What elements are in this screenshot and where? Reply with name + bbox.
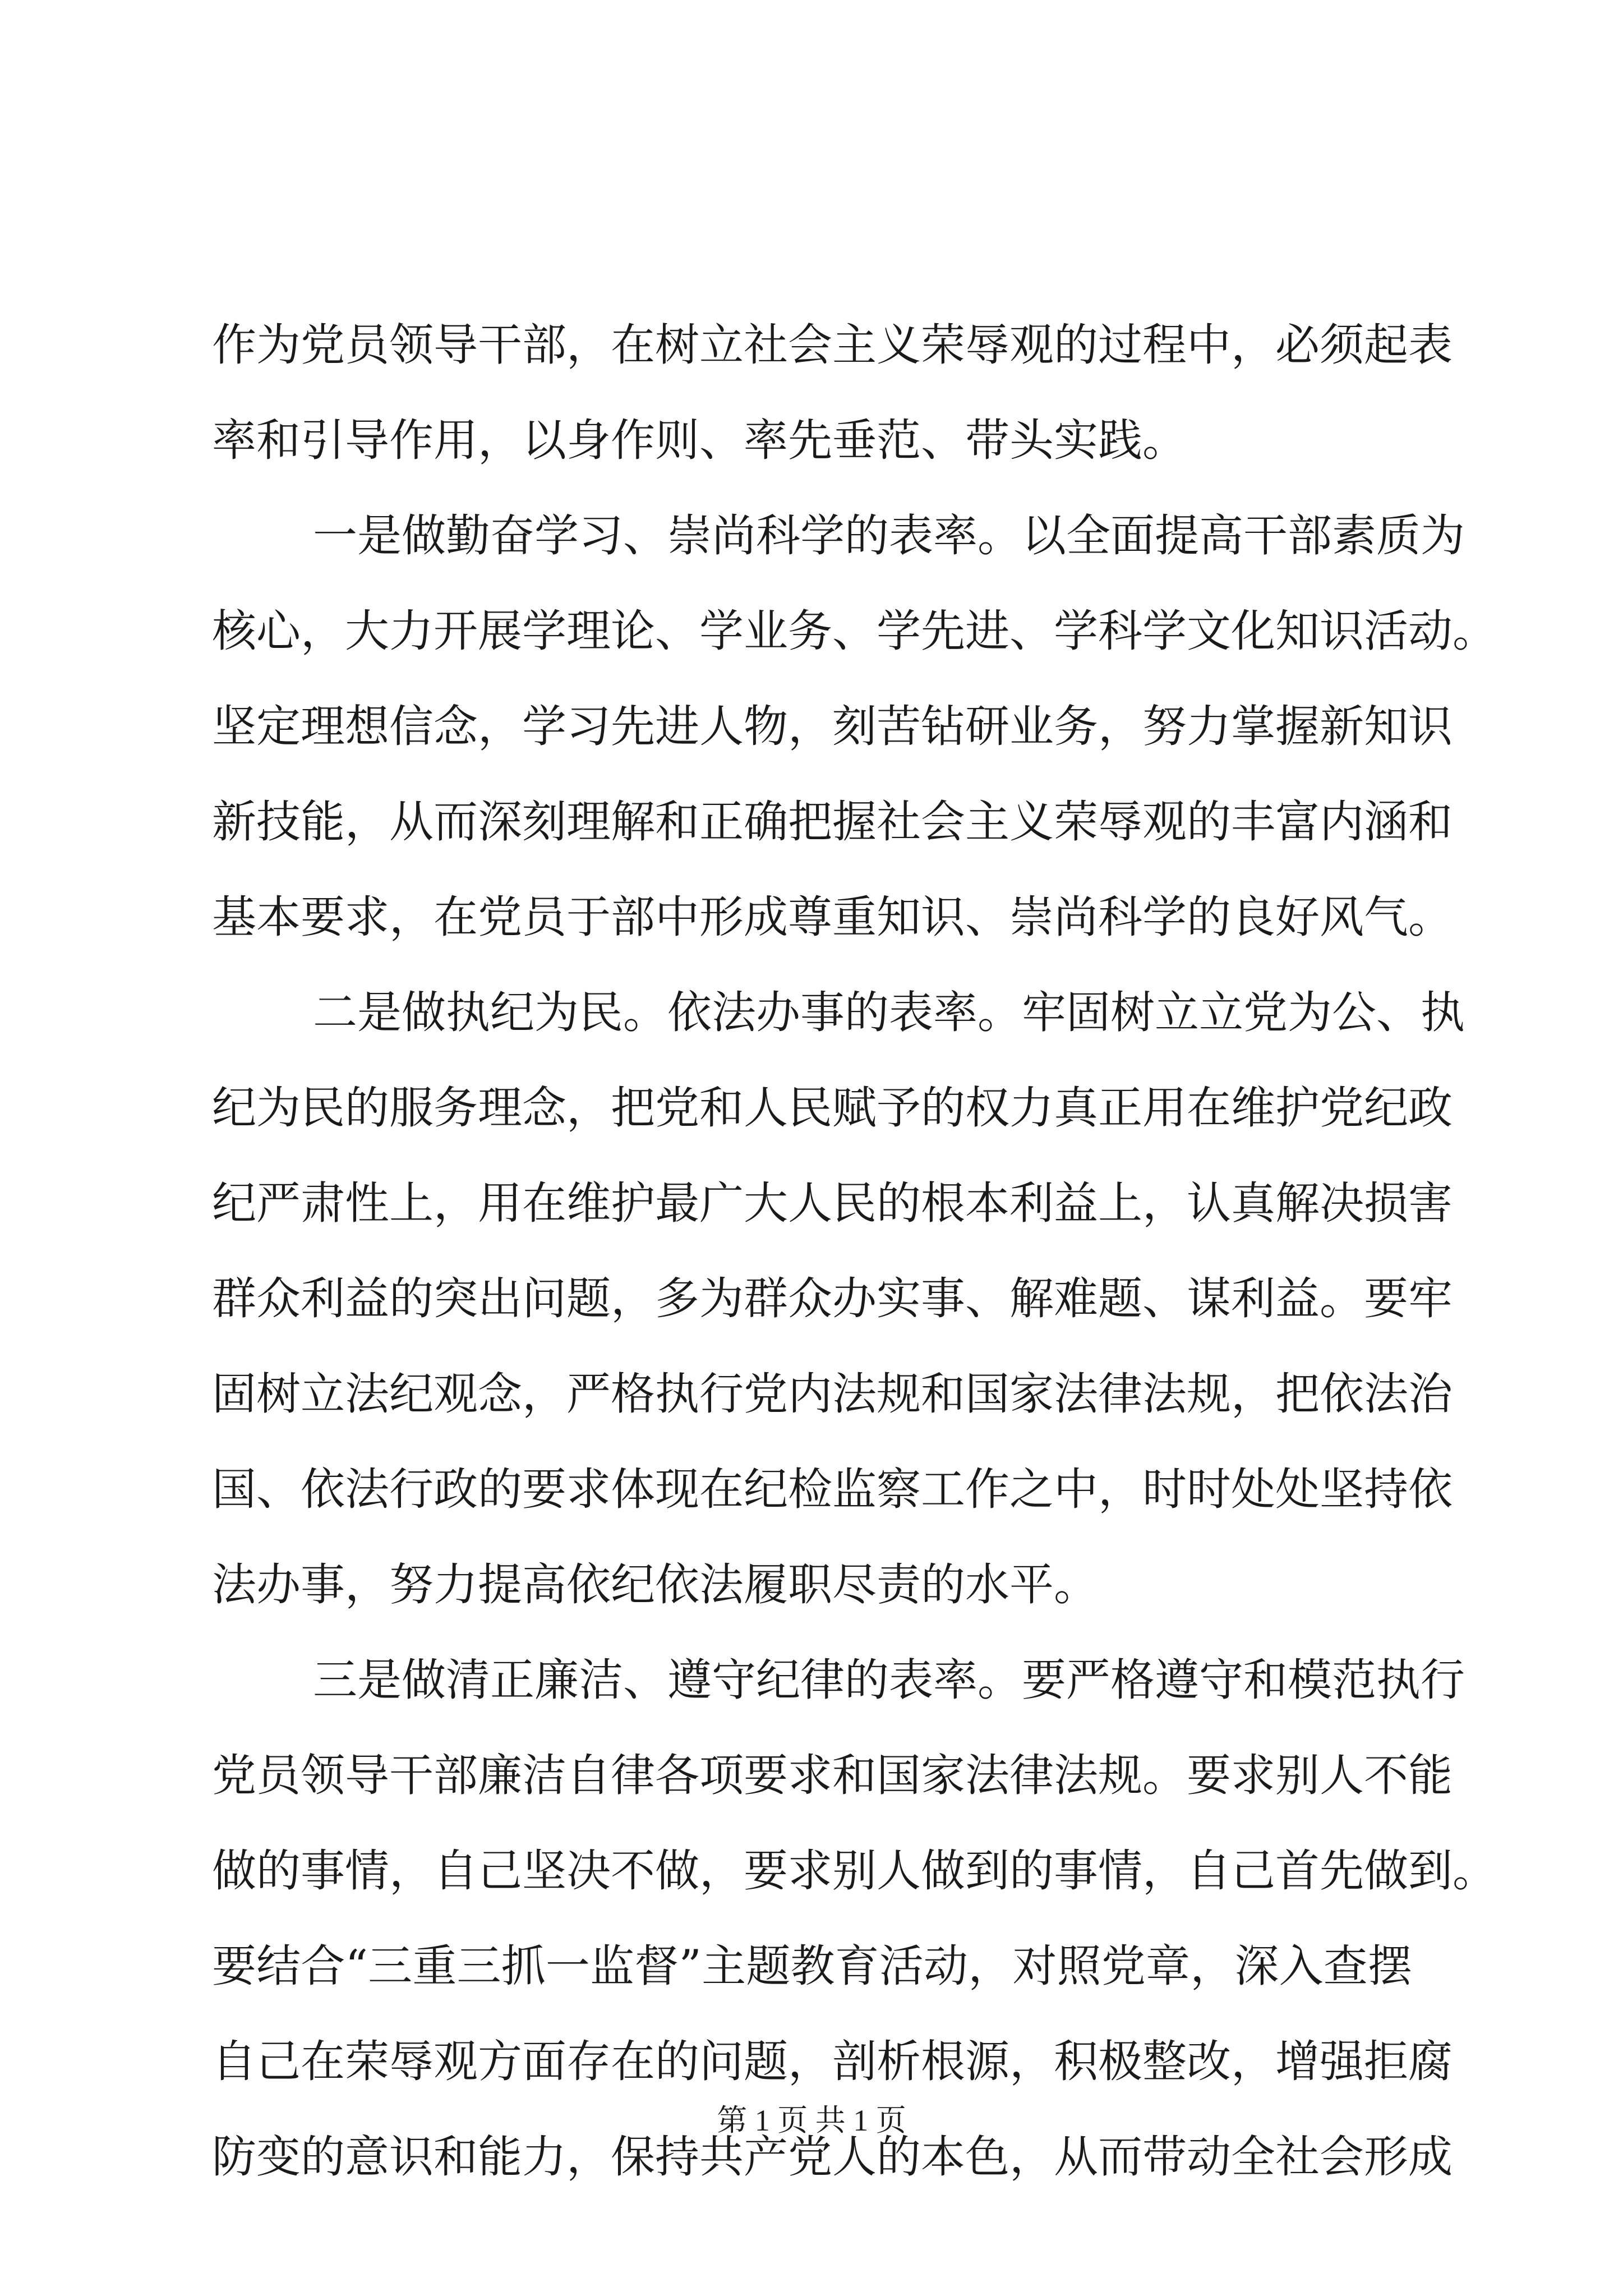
text-line: 党员领导干部廉洁自律各项要求和国家法律法规。要求别人不能 (212, 1750, 1453, 1801)
text-line: 群众利益的突出问题，多为群众办实事、解难题、谋利益。要牢 (212, 1273, 1453, 1324)
text-line: 国、依法行政的要求体现在纪检监察工作之中，时时处处坚持依 (212, 1464, 1453, 1515)
text-line: 二是做执纪为民。依法办事的表率。牢固树立立党为公、执 (313, 987, 1465, 1038)
text-line: 防变的意识和能力，保持共产党人的本色，从而带动全社会形成 (212, 2131, 1453, 2183)
text-line: 纪严肃性上，用在维护最广大人民的根本利益上，认真解决损害 (212, 1177, 1453, 1229)
text-line: 纪为民的服务理念，把党和人民赋予的权力真正用在维护党纪政 (212, 1082, 1453, 1134)
text-line: 要结合“三重三抓一监督”主题教育活动，对照党章，深入查摆 (212, 1940, 1412, 1992)
paragraph-intro (212, 297, 1453, 488)
paragraph-law (212, 965, 1465, 1632)
text-line: 固树立法纪观念，严格执行党内法规和国家法律法规，把依法治 (212, 1368, 1453, 1420)
text-line: 一是做勤奋学习、崇尚科学的表率。以全面提高干部素质为 (313, 510, 1465, 562)
text-line: 三是做清正廉洁、遵守纪律的表率。要严格遵守和模范执行 (313, 1654, 1465, 1706)
text-line: 坚定理想信念，学习先进人物，刻苦钻研业务，努力掌握新知识 (212, 701, 1453, 752)
text-line: 基本要求，在党员于部中形成尊重知识、崇尚科学的良好风气。 (212, 891, 1453, 943)
text-line: 核心，大力开展学理论、学业务、学先进、学科学文化知识活动。 (212, 605, 1497, 657)
document-body (212, 297, 1497, 2205)
text-line: 作为党员领导干部，在树立社会主义荣辱观的过程中，必须起表 (212, 319, 1453, 371)
text-line: 率和引导作用，以身作则、率先垂范、带头实践。 (212, 415, 1187, 466)
text-line: 法办事，努力提高依纪依法履职尽责的水平。 (212, 1559, 1098, 1611)
text-line: 做的事情，自己坚决不做，要求别人做到的事情，自己首先做到。 (212, 1845, 1497, 1897)
text-line: 自己在荣辱观方面存在的问题，剖析根源，积极整改，增强拒腐 (212, 2036, 1453, 2087)
paragraph-study (212, 488, 1497, 965)
page-footer: 第 1 页 共 1 页 (717, 2104, 906, 2137)
text-line: 新技能，从而深刻理解和正确把握社会主义荣辱观的丰富内涵和 (212, 796, 1453, 848)
